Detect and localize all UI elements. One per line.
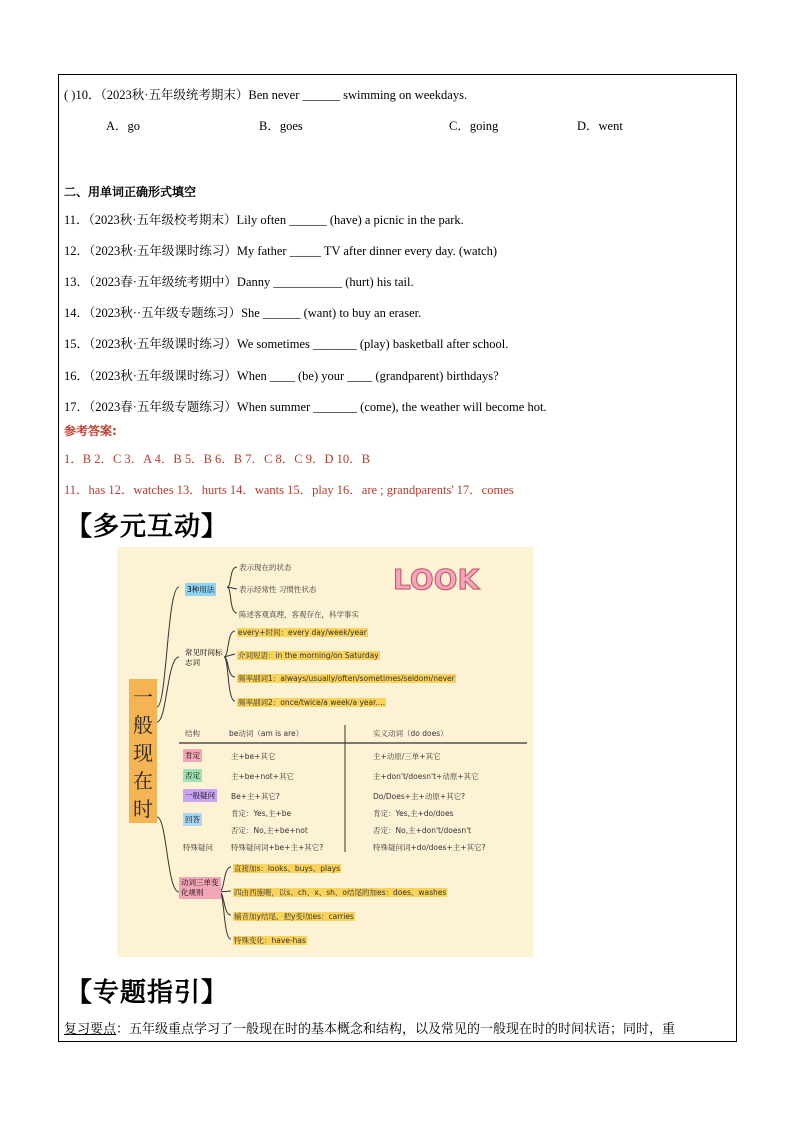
question-13: 13．（2023春·五年级统考期中）Danny ___________ (hurt) his tail. bbox=[64, 275, 414, 289]
row-tag-affirmative: 肯定 bbox=[185, 751, 200, 760]
question-14: 14．（2023秋··五年级专题练习）She ______ (want) to buy an eraser. bbox=[64, 306, 422, 320]
row-answer-do-yes: 肯定：Yes,主+do/does bbox=[373, 809, 454, 818]
question-16: 16．（2023秋·五年级课时练习）When ____ (be) your ____ (grandparent) birthdays? bbox=[64, 369, 499, 383]
q10-option-c: C．going bbox=[449, 119, 499, 133]
review-text: ：五年级重点学习了一般现在时的基本概念和结构，以及常见的一般现在时的时间状语；同时，重 bbox=[116, 1022, 676, 1037]
row-tag-question: 一般疑问 bbox=[185, 791, 215, 800]
row-tag-answer: 回答 bbox=[185, 815, 200, 824]
row-affirmative-be: 主+be+其它 bbox=[231, 752, 276, 761]
review-label: 复习要点 bbox=[64, 1022, 117, 1037]
answers-line-2: 11．has 12．watches 13．hurts 14．wants 15．play 16．are ; grandparents' 17．comes bbox=[64, 483, 514, 497]
row-answer-do-no: 否定：No,主+don't/doesn't bbox=[373, 826, 472, 835]
table-head-do: 实义动词（do does） bbox=[373, 729, 448, 738]
row-answer-be-yes: 肯定：Yes,主+be bbox=[231, 809, 292, 818]
row-tag-special: 特殊疑问 bbox=[183, 843, 213, 852]
table-head-be: be动词（am is are） bbox=[229, 729, 304, 738]
question-12: 12．（2023秋·五年级课时练习）My father _____ TV after dinner every day. (watch) bbox=[64, 244, 498, 258]
usage-3: 陈述客观真理，客观存在，科学事实 bbox=[239, 610, 359, 619]
verb-tag: 动词三单变化规则 bbox=[179, 877, 221, 899]
table-head-structure: 结构 bbox=[185, 729, 200, 738]
q10-option-d: D．went bbox=[577, 119, 623, 133]
q10-option-a: A．go bbox=[106, 119, 141, 133]
verb-rule-1: 直接加s：looks、buys、plays bbox=[234, 864, 341, 873]
question-15: 15．（2023秋·五年级课时练习）We sometimes _______ (play) basketball after school. bbox=[64, 337, 509, 351]
time-3: 频率副词1：always/usually/often/sometimes/seldom/never bbox=[238, 674, 455, 683]
question-17: 17．（2023春·五年级专题练习）When summer _______ (come), the weather will become hot. bbox=[64, 400, 547, 414]
row-answer-be-no: 否定：No,主+be+not bbox=[231, 826, 308, 835]
verb-rule-4: 特殊变化：have-has bbox=[234, 936, 306, 945]
q10-option-b: B．goes bbox=[259, 119, 303, 133]
answers-line-1: 1．B 2．C 3．A 4．B 5．B 6．B 7．C 8．C 9．D 10．B bbox=[64, 452, 370, 466]
look-logo bbox=[393, 563, 480, 596]
mindmap-center-title: 一般现在时 bbox=[129, 679, 157, 823]
look-logo-text: LOOK bbox=[393, 563, 480, 596]
row-negative-be: 主+be+not+其它 bbox=[231, 772, 295, 781]
row-special-be: 特殊疑问词+be+主+其它? bbox=[231, 843, 324, 852]
row-negative-do: 主+don't/doesn't+动原+其它 bbox=[373, 772, 479, 781]
row-tag-negative: 否定 bbox=[185, 771, 200, 780]
time-2: 介词短语：in the morning/on Saturday bbox=[238, 651, 379, 660]
row-affirmative-do: 主+动原/三单+其它 bbox=[373, 752, 441, 761]
row-question-do: Do/Does+主+动原+其它? bbox=[373, 792, 466, 801]
usage-tag: 3种用法 bbox=[187, 585, 215, 594]
verb-rule-3: 辅音加y结尾，把y变i加es：carries bbox=[234, 912, 354, 921]
question-11: 11．（2023秋·五年级校考期末）Lily often ______ (have) a picnic in the park. bbox=[64, 213, 464, 227]
time-tag: 常见时间标志词 bbox=[185, 648, 223, 667]
time-1: every+时间：every day/week/year bbox=[238, 628, 367, 637]
section-2-title: 二、用单词正确形式填空 bbox=[64, 185, 197, 199]
row-question-be: Be+主+其它? bbox=[231, 792, 280, 801]
verb-rule-2: 四由西施喔，以s、ch、x、sh、o结尾的加es：does、washes bbox=[234, 888, 447, 897]
row-special-do: 特殊疑问词+do/does+主+其它? bbox=[373, 843, 486, 852]
heading-guide: 【专题指引】 bbox=[66, 978, 229, 1008]
heading-interaction: 【多元互动】 bbox=[66, 512, 229, 542]
question-10: ( )10．（2023秋·五年级统考期末）Ben never ______ swimming on weekdays. bbox=[64, 88, 468, 102]
usage-1: 表示现在的状态 bbox=[239, 563, 292, 572]
review-line bbox=[64, 1018, 675, 1037]
usage-2: 表示经常性 习惯性状态 bbox=[239, 585, 317, 594]
answers-label: 参考答案: bbox=[64, 424, 117, 438]
time-4: 频率副词2：once/twice/a week/a year.... bbox=[238, 698, 386, 707]
mindmap-image bbox=[117, 547, 533, 957]
